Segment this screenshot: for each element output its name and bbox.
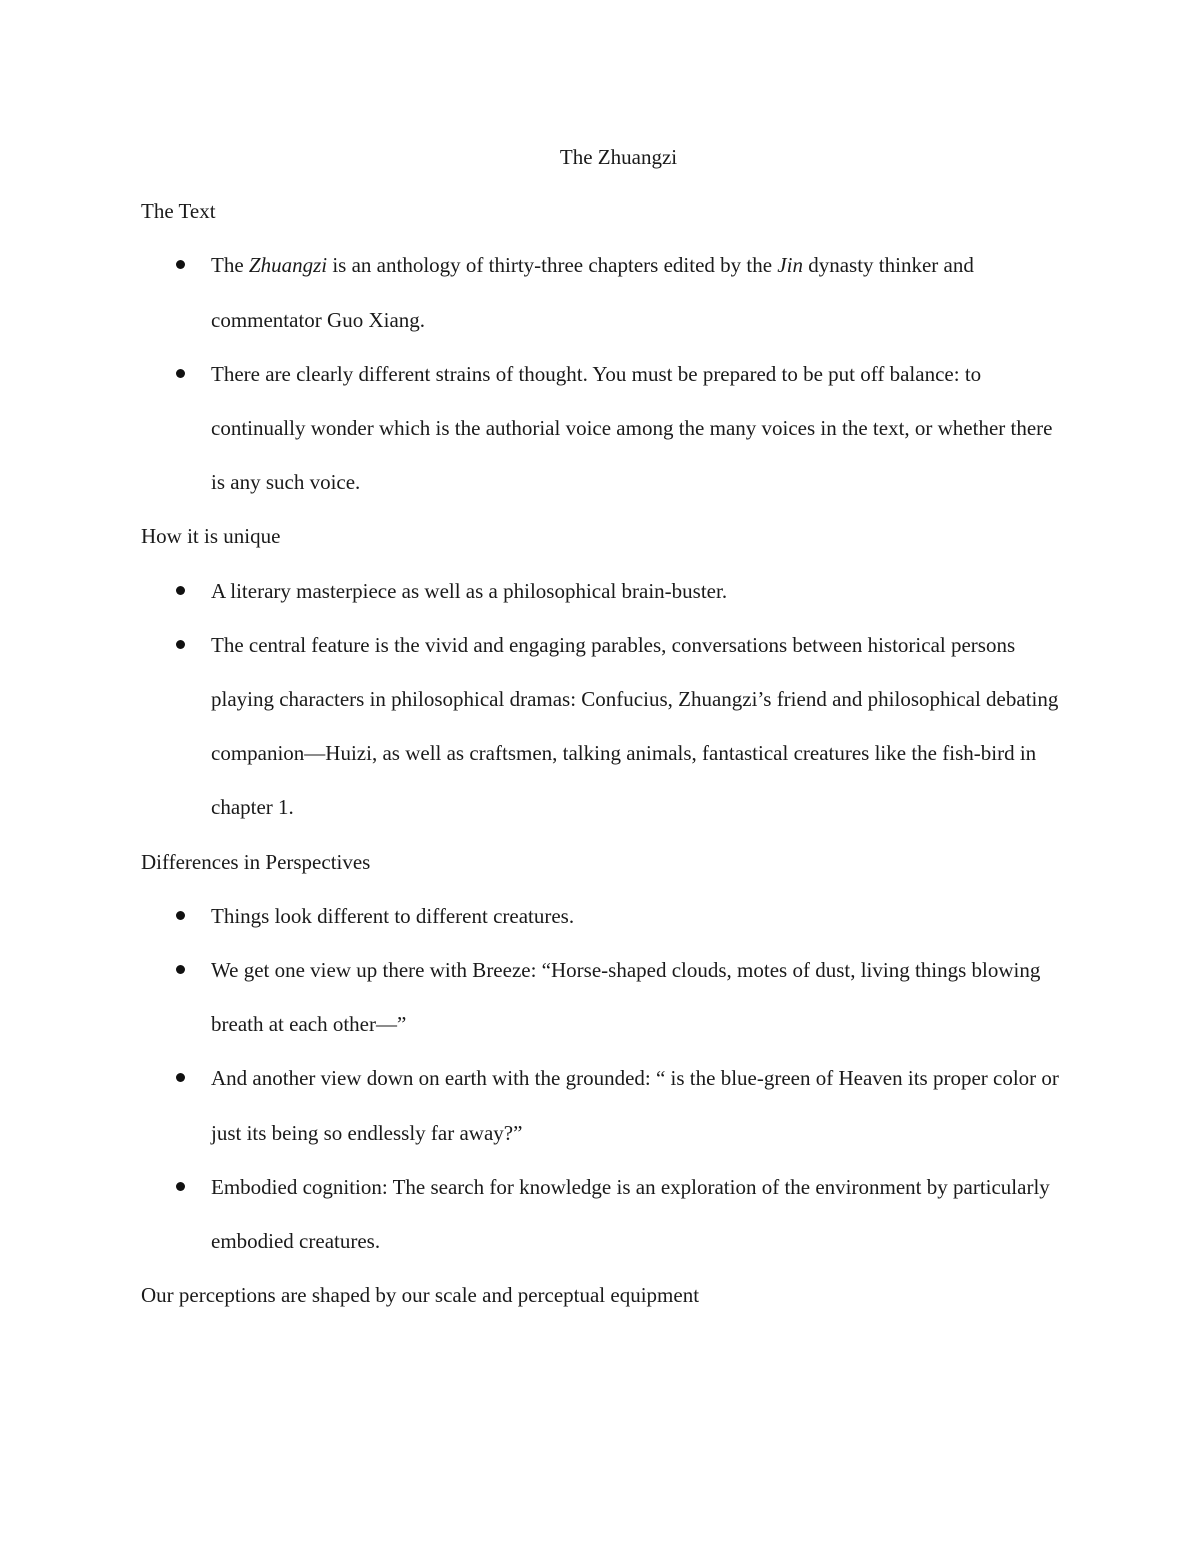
- section-heading-differences-in-perspectives: Differences in Perspectives: [141, 849, 371, 874]
- section-heading-the-text: The Text: [141, 199, 216, 224]
- document-body: [141, 130, 1071, 1322]
- list-item: Embodied cognition: The search for knowledge is an exploration of the environment by particularly embodied creatures.: [141, 1160, 1071, 1268]
- bullet-icon: [176, 260, 185, 269]
- list-item: The central feature is the vivid and engaging parables, conversations between historical persons playing characters in philosophical dramas: Confucius, Zhuangzi’s friend and philosophical debating companion—Huizi, as well as craftsmen, talking animals, fantastical creatures like the fish-bird in chapter 1.: [141, 618, 1071, 835]
- italic-term-zhuangzi: Zhuangzi: [248, 253, 328, 278]
- bullet-list-the-text: [141, 238, 1071, 509]
- list-item: There are clearly different strains of thought. You must be prepared to be put off balance: to continually wonder which is the authorial voice among the many voices in the text, or whether there is any such voice.: [141, 347, 1071, 510]
- bullet-icon: [176, 965, 185, 974]
- bullet-icon: [176, 586, 185, 595]
- list-item: We get one view up there with Breeze: “Horse-shaped clouds, motes of dust, living things blowing breath at each other—”: [141, 943, 1071, 1051]
- bullet-icon: [176, 640, 185, 649]
- section-heading-how-it-is-unique: How it is unique: [141, 524, 281, 549]
- list-item: Things look different to different creatures.: [141, 889, 1071, 943]
- list-item: A literary masterpiece as well as a philosophical brain-buster.: [141, 564, 1071, 618]
- bullet-icon: [176, 369, 185, 378]
- italic-term-jin: Jin: [777, 253, 803, 278]
- document-title: The Zhuangzi: [559, 145, 678, 169]
- list-item: And another view down on earth with the grounded: “ is the blue-green of Heaven its proper color or just its being so endlessly far away?”: [141, 1051, 1071, 1159]
- bullet-icon: [176, 1073, 185, 1082]
- closing-line: Our perceptions are shaped by our scale and perceptual equipment: [141, 1283, 700, 1308]
- bullet-list-how-it-is-unique: [141, 564, 1071, 835]
- list-item: The Zhuangzi is an anthology of thirty-three chapters edited by the Jin dynasty thinker and commentator Guo Xiang.: [141, 238, 1071, 346]
- bullet-icon: [176, 911, 185, 920]
- bullet-list-differences-in-perspectives: [141, 889, 1071, 1268]
- bullet-icon: [176, 1182, 185, 1191]
